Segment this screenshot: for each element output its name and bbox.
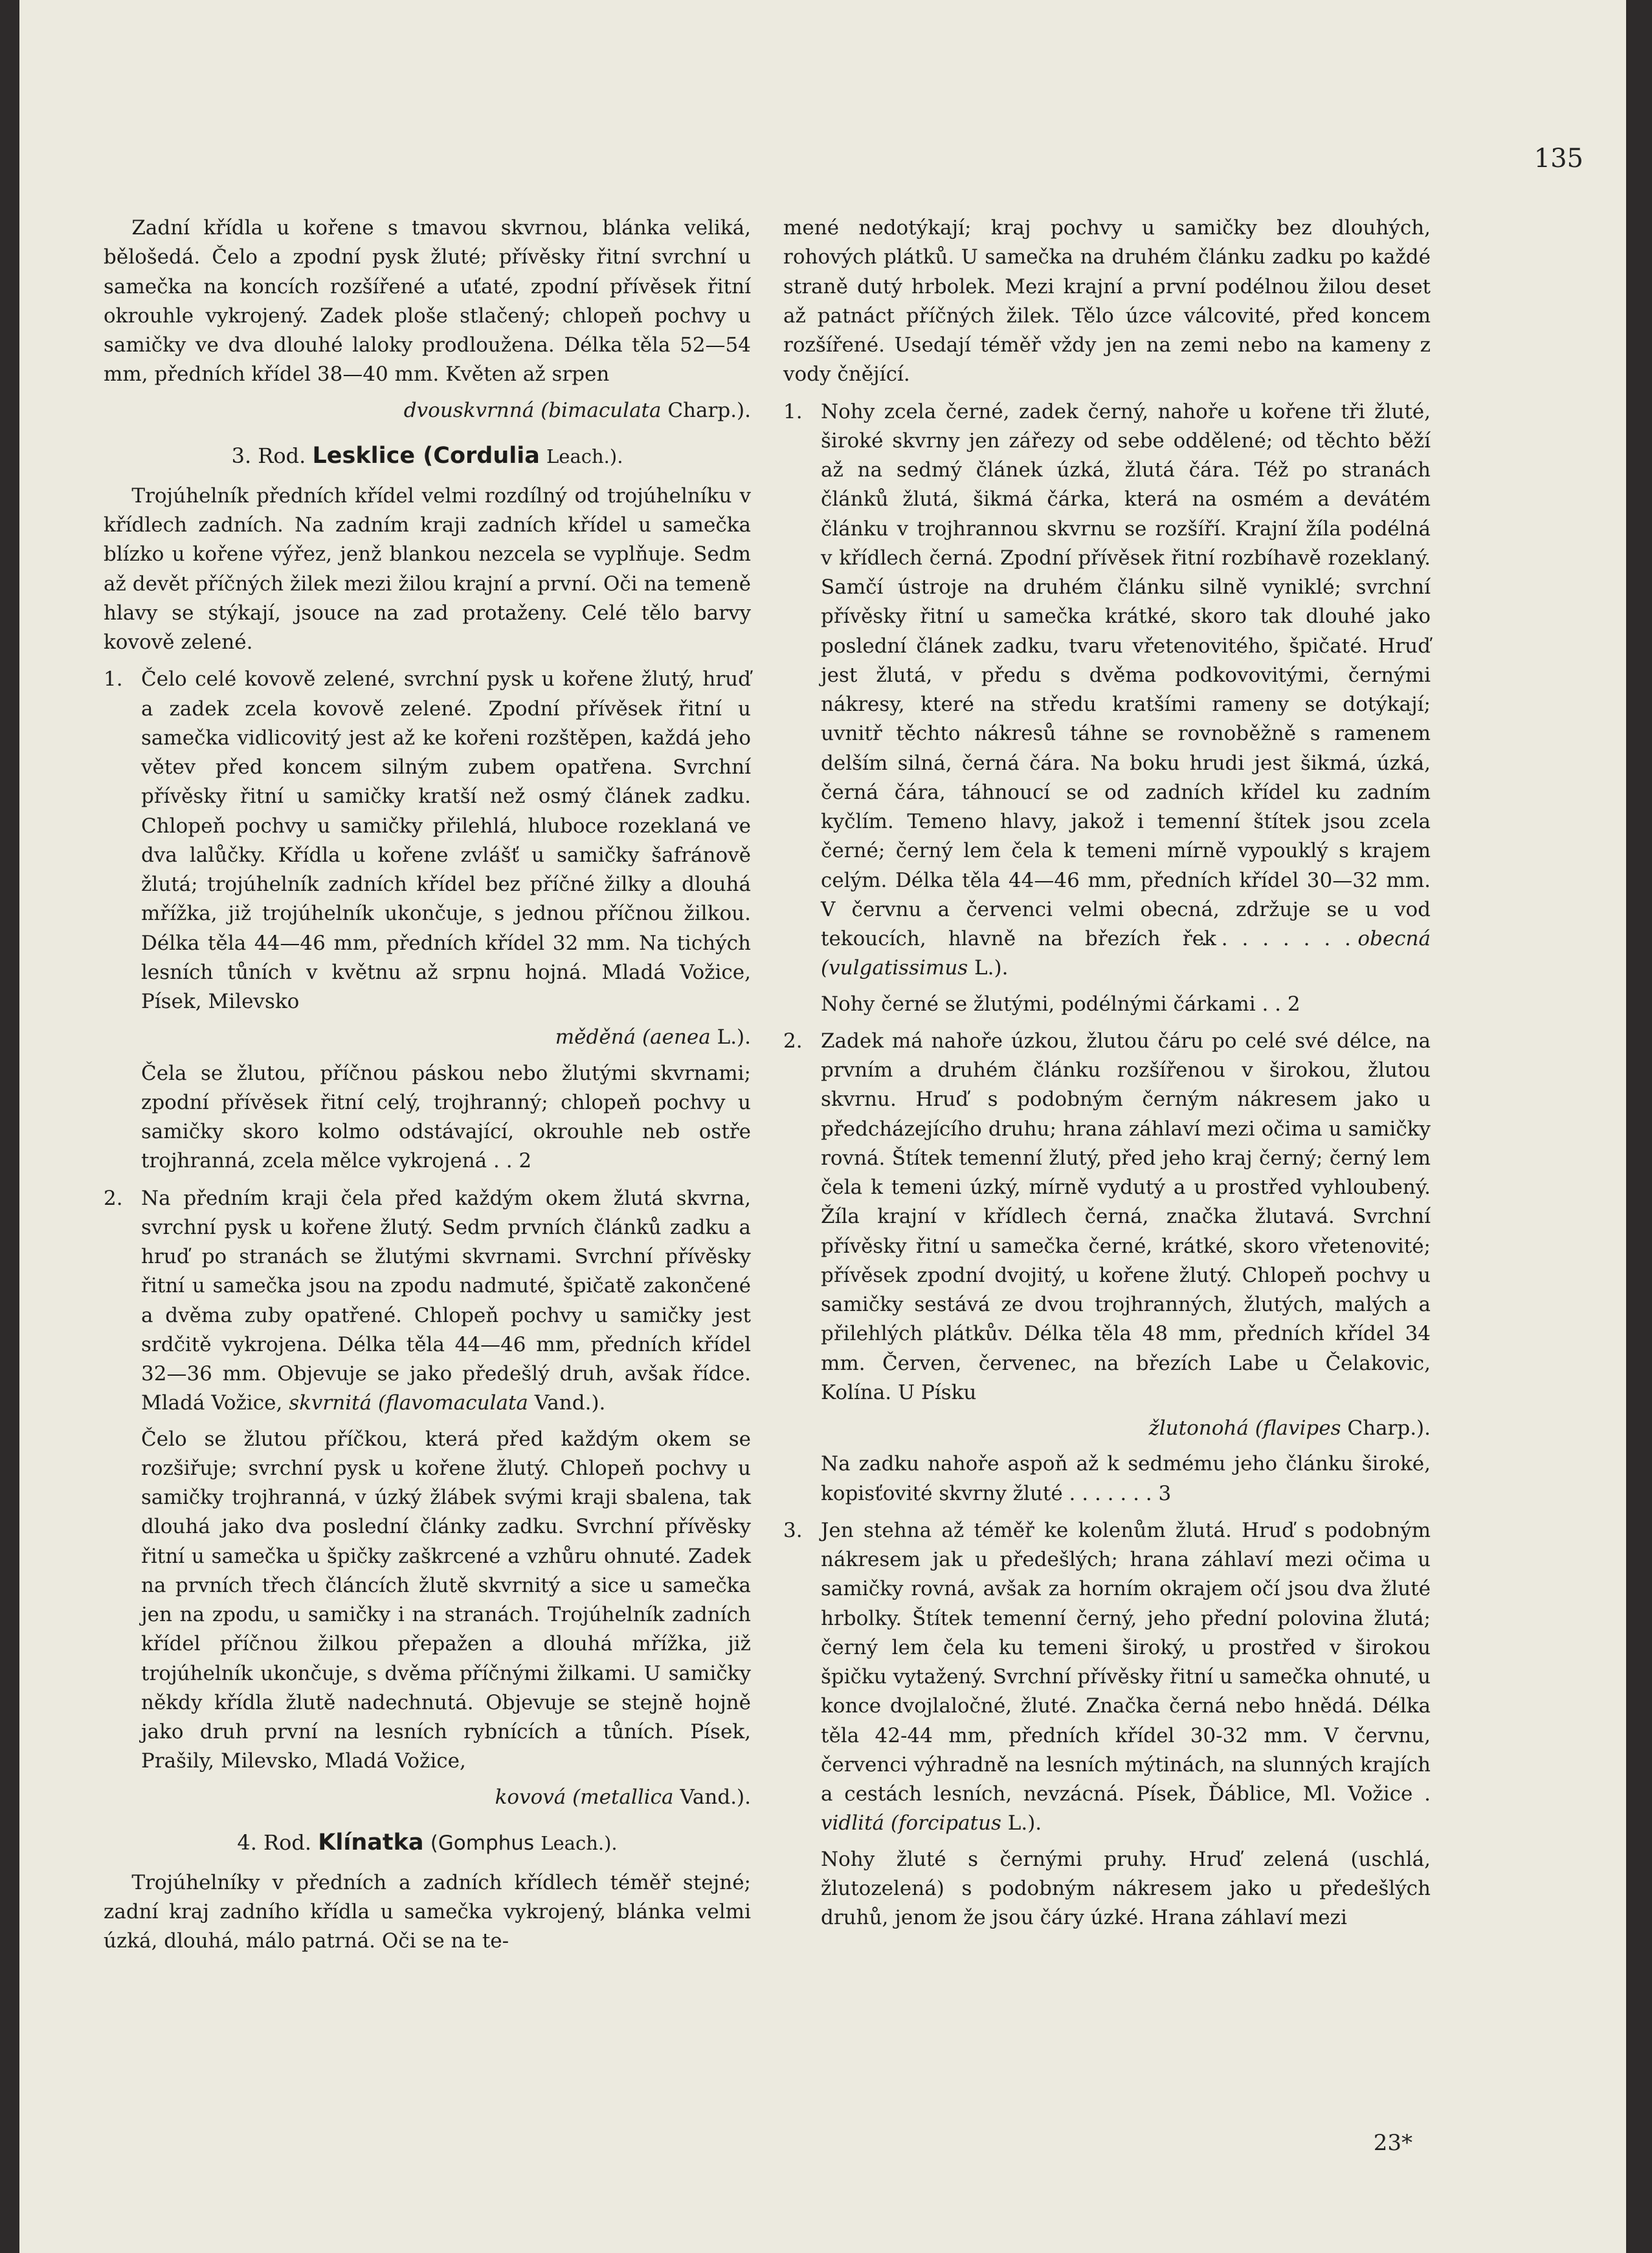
key-alternative: Na zadku nahoře aspoň až k sedmému jeho článku široké, kopisťovité skvrny žluté . . . . . . . 3 bbox=[821, 1452, 1431, 1505]
key-item-1: 1. Čelo celé kovově zelené, svrchní pysk u kořene žlutý, hruď a zadek zcela kovově zelené. Zpodní přívěsek řitní u samečka vidlicovitý jest až ke kořeni rozštěpen, každá jeho větev před koncem silným zubem opatřena. Svrchní přívěsky řitní u samičky kratší než osmý článek zadku. Chlopeň pochvy u samičky přilehlá, hluboce rozeklaná ve dva lalůčky. Křídla u kořene zvlášť u samičky šafránově žlutá; trojúhelník zadních křídel bez příčné žilky a dlouhá mřížka, již trojúhelník ukončuje, s jednou příčnou žilkou. Délka těla 44—46 mm, předních křídel 32 mm. Na tichých lesních tůních v květnu až srpnu hojná. Mladá Vožice, Písek, Milevsko bbox=[104, 667, 751, 1014]
key-item-2: 2. Zadek má nahoře úzkou, žlutou čáru po celé své délce, na prvním a druhém článku rozšířenou v širokou, žlutou skvrnu. Hruď s podobným černým nákresem jako u předcházejícího druhu; hrana záhlaví mezi očima u samičky rovná. Štítek temenní žlutý, před jeho kraj černý; černý lem čela k temeni úzký, mírně vydutý a u prostřed vyhloubený. Žíla krajní v křídlech černá, značka žlutavá. Svrchní přívěsky řitní u samečka černé, krátké, skoro vřetenovité; přívěsek zpodní dvojitý, u kořene žlutý. Chlopeň pochvy u samičky sestává ze dvou trojhranných, žlutých, malých a přilehlých plátkův. Délka těla 48 mm, předních křídel 34 mm. Červen, červenec, na březích Labe u Čelakovic, Kolína. U Písku bbox=[783, 1029, 1431, 1404]
right-column bbox=[783, 214, 1431, 1939]
key-alternative: Čelo se žlutou příčkou, která před každým okem se rozšiřuje; svrchní pysk u kořene žlutý. Chlopeň pochvy u samičky trojhranná, v úzký žlábek svými kraji sbalena, tak dlouhá jako dva poslední články zadku. Svrchní přívěsky řitní u samečka u špičky zaškrcené a vzhůru ohnuté. Zadek na prvních třech článcích žlutě skvrnitý a sice u samečka jen na zpodu, u samičky i na stranách. Trojúhelník zadních křídel příčnou žilkou přepažen a dlouhá mřížka, již trojúhelník ukončuje, s dvěma příčnými žilkami. U samičky někdy křídla žlutě nadechnutá. Objevuje se stejně hojně jako druh první na lesních rybnících a tůních. Písek, Prašily, Milevsko, Mladá Vožice, bbox=[141, 1427, 751, 1773]
species-reference: žlutonohá (flavipes Charp.). bbox=[1148, 1417, 1431, 1440]
species-reference: měděná (aenea L.). bbox=[555, 1026, 751, 1049]
key-item-3: 3. Jen stehna až téměř ke kolenům žlutá. Hruď s podobným nákresem jak u předešlých; hrana záhlaví mezi očima u samičky rovná, avšak za horním okrajem očí jsou dva žluté hrbolky. Štítek temenní černý, jeho přední polovina žlutá; černý lem čela ku temeni široký, u prostřed v širokou špičku vytažený. Svrchní přívěsky řitní u samečka ohnuté, u konce dvojlaločné, žluté. Značka černá nebo hnědá. Délka těla 42-44 mm, předních křídel 30-32 mm. V červnu, červenci výhradně na lesních mýtinách, na slunných krajích a cestách lesních, nevzácná. Písek, Ďáblice, Ml. Vožice . vidlitá (forcipatus L.). bbox=[783, 1518, 1431, 1835]
continued-paragraph: mené nedotýkají; kraj pochvy u samičky bez dlouhých, rohových plátků. U samečka na druhém článku zadku po každé straně dutý hrbolek. Mezi krajní a první podélnou žilou deset až patnáct příčných žilek. Tělo úzce válcovité, před koncem rozšířené. Usedají téměř vždy jen na zemi nebo na kameny z vody čnějící. bbox=[783, 216, 1431, 387]
page-number: 135 bbox=[1534, 144, 1583, 174]
key-alternative: Čela se žlutou, příčnou páskou nebo žlutými skvrnami; zpodní přívěsek řitní celý, trojhranný; chlopeň pochvy u samičky skoro kolmo odstávající, okrouhle neb ostře trojhranná, zcela mělce vykrojená . . 2 bbox=[141, 1061, 751, 1173]
signature-mark: 23* bbox=[1373, 2130, 1412, 2156]
key-item-2: 2. Na předním kraji čela před každým okem žlutá skvrna, svrchní pysk u kořene žlutý. Sedm prvních článků zadku a hruď po stranách se žlutými skvrnami. Svrchní přívěsky řitní u samečka jsou na zpodu nadmuté, špičatě zakončené a dvěma zuby opatřené. Chlopeň pochvy u samičky jest srdčitě vykrojena. Délka těla 44—46 mm, předních křídel 32—36 mm. Objevuje se jako předešlý druh, avšak řídce. Mladá Vožice, skvrnitá (flavomaculata Vand.). bbox=[104, 1186, 751, 1415]
genus-description: Trojúhelníky v předních a zadních křídlech téměř stejné; zadní kraj zadního křídla u samečka vykrojený, blánka velmi úzká, dlouhá, málo patrná. Oči se na te- bbox=[104, 1870, 751, 1953]
species-reference: dvouskvrnná (bimaculata Charp.). bbox=[403, 398, 751, 422]
key-item-1: 1. Nohy zcela černé, zadek černý, nahoře u kořene tři žluté, široké skvrny jen zářezy od sebe oddělené; od těchto běží až na sedmý článek úzká, žlutá čára. Též po stranách článků žlutá, šikmá čárka, která na osmém a devátém článku v trojhrannou skvrnu se rozšíří. Krajní žíla podélná v křídlech černá. Zpodní přívěsek řitní rozbíhavě rozeklaný. Samčí ústroje na druhém článku silně vyniklé; svrchní přívěsky řitní u samečka krátké, skoro tak dlouhé jako poslední článek zadku, tvaru vřetenovitého, špičaté. Hruď jest žlutá, v předu s dvěma podkovovitými, černými nákresy, které na středu kratšími rameny se dotýkají; uvnitř těchto nákresů táhne se rovnoběžně s ramenem delším silná, černá čára. Na boku hrudi jest šikmá, úzká, černá čára, táhnoucí se od zadních křídel ku zadním kyčlím. Temeno hlavy, jakož i temenní štítek jsou zcela černé; černý lem čela k temeni mírně vypouklý s krajem celým. Délka těla 44—46 mm, předních křídel 30—32 mm. V červnu a červenci velmi obecná, zdržuje se u vod tekoucích, hlavně na březích řek . . . . . . . . obecná (vulgatissimus L.). bbox=[783, 399, 1431, 980]
key-alternative: Nohy černé se žlutými, podélnými čárkami . . 2 bbox=[821, 992, 1300, 1016]
book-page bbox=[19, 0, 1626, 2253]
genus-heading-gomphus: 4. Rod. Klínatka (Gomphus Leach.). bbox=[237, 1829, 618, 1855]
species-reference: kovová (metallica Vand.). bbox=[495, 1785, 751, 1809]
genus-heading-cordulia: 3. Rod. Lesklice (Cordulia Leach.). bbox=[231, 442, 623, 469]
left-column bbox=[104, 214, 751, 1963]
key-alternative: Nohy žluté s černými pruhy. Hruď zelená (uschlá, žlutozelená) s podobným nákresem jako u předešlých druhů, jenom že jsou čáry úzké. Hrana záhlaví mezi bbox=[821, 1847, 1431, 1929]
genus-description: Trojúhelník předních křídel velmi rozdílný od trojúhelníku v křídlech zadních. Na zadním kraji zadních křídel u samečka blízko u kořene výřez, jenž blankou nezcela se vyplňuje. Sedm až devět příčných žilek mezi žilou krajní a první. Oči na temeně hlavy se stýkají, jsouce na zad protaženy. Celé tělo barvy kovově zelené. bbox=[104, 484, 751, 655]
intro-paragraph: Zadní křídla u kořene s tmavou skvrnou, blánka veliká, bělošedá. Čelo a zpodní pysk žluté; přívěsky řitní svrchní u samečka na koncích rozšířené a uťaté, zpodní přívěsek řitní okrouhle vykrojený. Zadek ploše stlačený; chlopeň pochvy u samičky ve dva dlouhé laloky prodloužena. Délka těla 52—54 mm, předních křídel 38—40 mm. Květen až srpen bbox=[104, 216, 751, 387]
